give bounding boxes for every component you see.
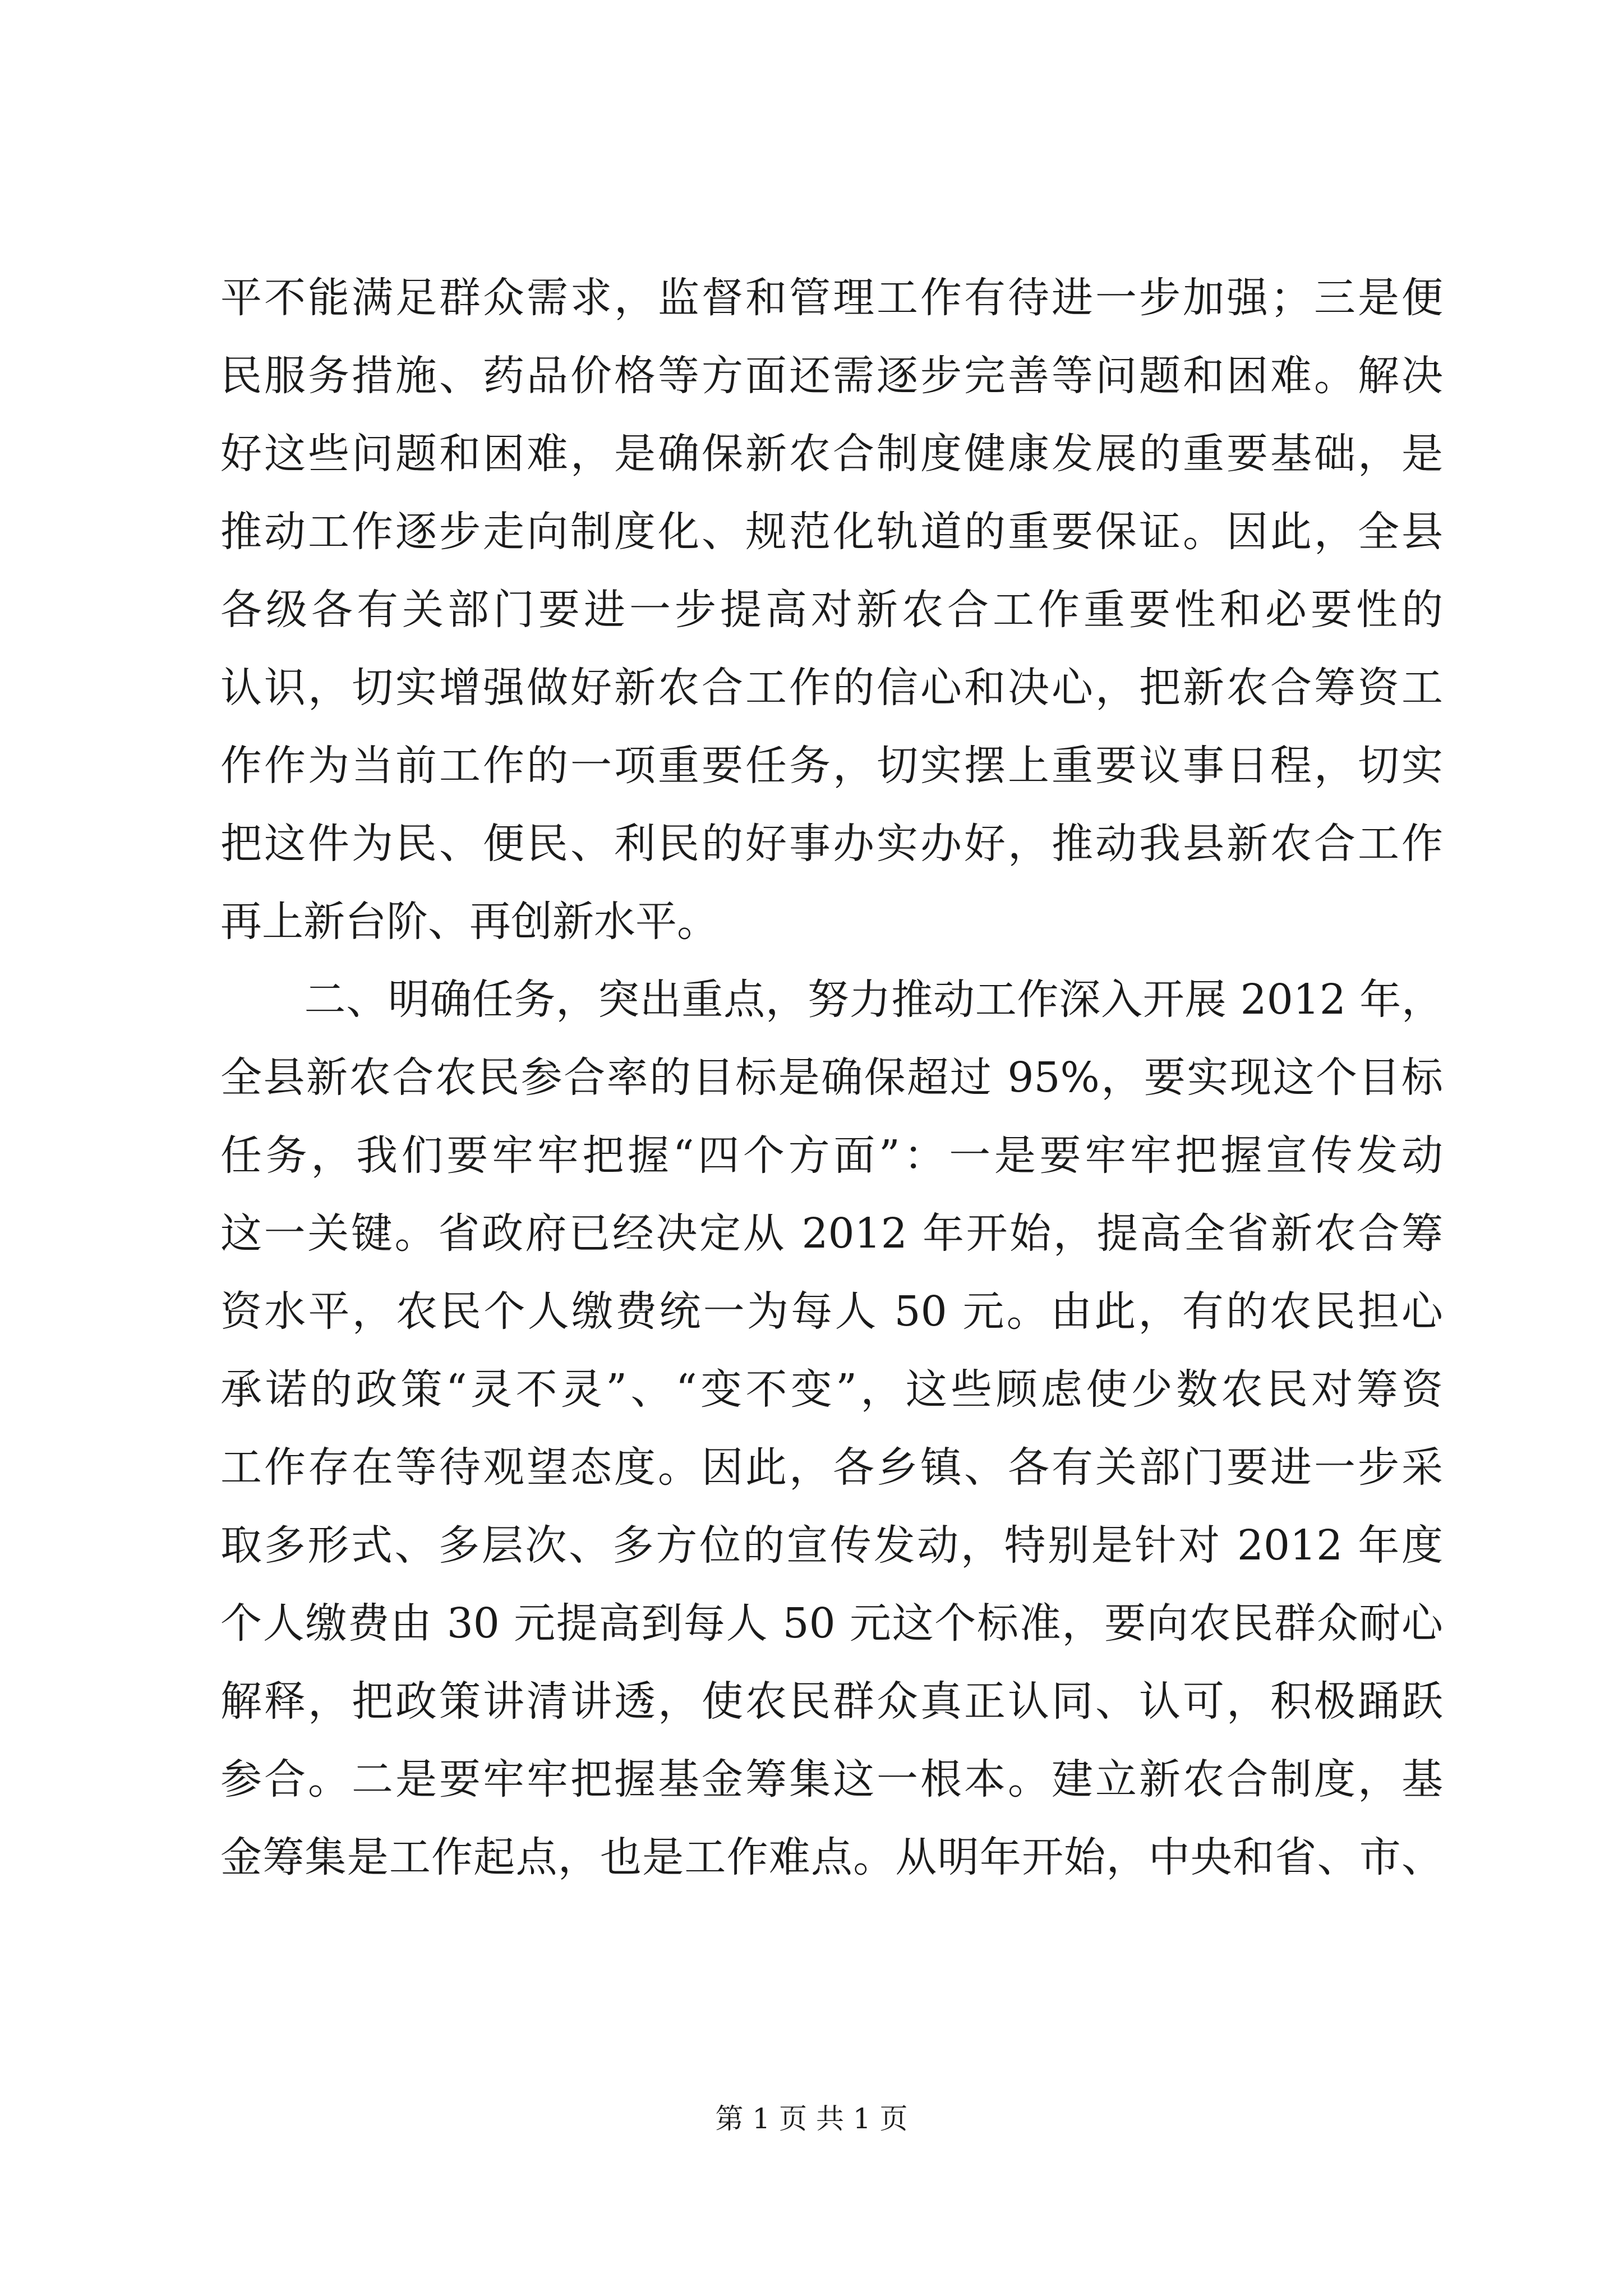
text-line-10: 二、明确任务，突出重点，努力推动工作深入开展 2012 年， <box>220 976 1443 1024</box>
text-line-1: 平不能满足群众需求，监督和管理工作有待进一步加强；三是便 <box>220 274 1443 322</box>
text-line-19: 解释，把政策讲清讲透，使农民群众真正认同、认可，积极踊跃 <box>220 1677 1443 1726</box>
text-line-20: 参合。二是要牢牢把握基金筹集这一根本。建立新农合制度，基 <box>220 1755 1443 1803</box>
text-line-18: 个人缴费由 30 元提高到每人 50 元这个标准，要向农民群众耐心 <box>220 1599 1443 1648</box>
text-line-8: 把这件为民、便民、利民的好事办实办好，推动我县新农合工作 <box>220 820 1443 868</box>
text-line-13: 这一关键。省政府已经决定从 2012 年开始，提高全省新农合筹 <box>220 1209 1443 1258</box>
text-line-2: 民服务措施、药品价格等方面还需逐步完善等问题和困难。解决 <box>220 352 1443 400</box>
page-footer: 第 1 页 共 1 页 <box>715 2102 908 2135</box>
text-line-15: 承诺的政策“灵不灵”、“变不变”，这些顾虑使少数农民对筹资 <box>220 1365 1443 1414</box>
text-line-21: 金筹集是工作起点，也是工作难点。从明年开始，中央和省、市、 <box>220 1833 1443 1881</box>
text-line-9: 再上新台阶、再创新水平。 <box>220 898 718 946</box>
text-line-12: 任务，我们要牢牢把握“四个方面”：一是要牢牢把握宣传发动 <box>220 1131 1443 1180</box>
text-line-17: 取多形式、多层次、多方位的宣传发动，特别是针对 2012 年度 <box>220 1521 1443 1570</box>
text-line-11: 全县新农合农民参合率的目标是确保超过 95%，要实现这个目标 <box>220 1053 1443 1102</box>
text-line-7: 作作为当前工作的一项重要任务，切实摆上重要议事日程，切实 <box>220 742 1443 790</box>
text-line-6: 认识，切实增强做好新农合工作的信心和决心，把新农合筹资工 <box>220 664 1443 712</box>
body-text <box>220 259 1443 1897</box>
text-line-3: 好这些问题和困难，是确保新农合制度健康发展的重要基础，是 <box>220 430 1443 478</box>
text-line-16: 工作存在等待观望态度。因此，各乡镇、各有关部门要进一步采 <box>220 1443 1443 1492</box>
text-line-5: 各级各有关部门要进一步提高对新农合工作重要性和必要性的 <box>220 586 1443 634</box>
text-line-14: 资水平，农民个人缴费统一为每人 50 元。由此，有的农民担心 <box>220 1287 1443 1336</box>
text-line-4: 推动工作逐步走向制度化、规范化轨道的重要保证。因此，全县 <box>220 508 1443 556</box>
